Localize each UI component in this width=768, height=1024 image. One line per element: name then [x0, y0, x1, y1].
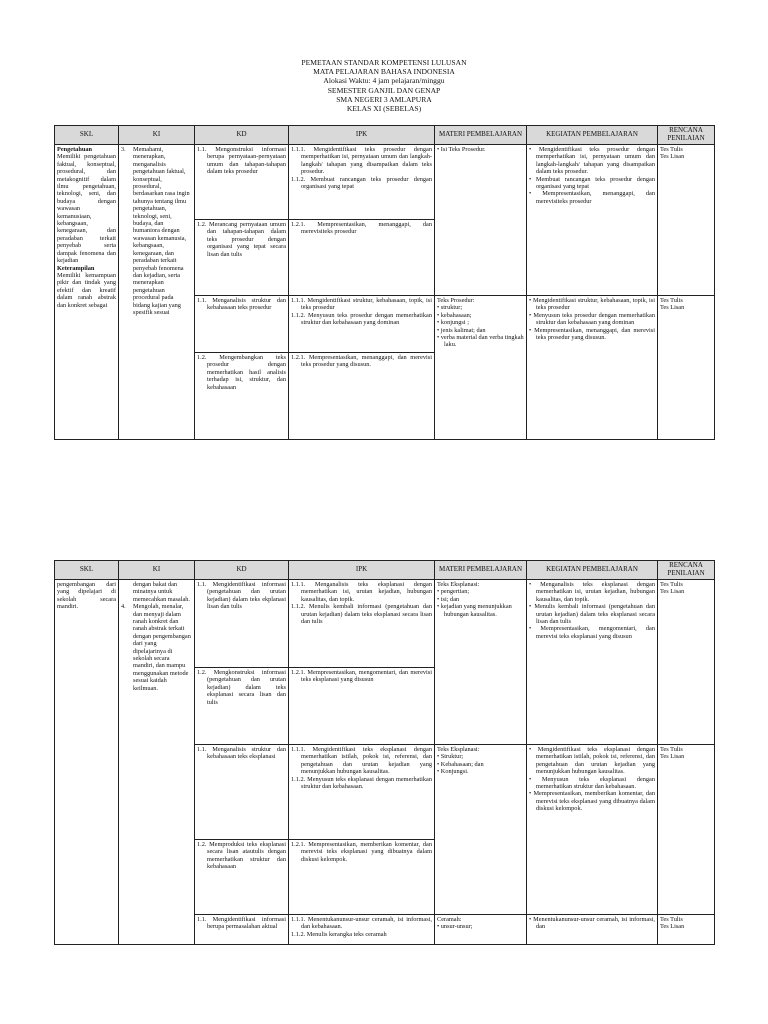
materi-item: • kebahasaan;: [437, 311, 472, 319]
kd-number: 1.1.: [197, 581, 207, 588]
ki-cell: [119, 145, 195, 440]
kd-cell: [195, 745, 289, 840]
rencana-cell: [658, 580, 715, 745]
rencana-item: Tes Tulis: [660, 581, 683, 588]
document-header: [0, 58, 768, 113]
kd-number: 1.2.: [197, 841, 207, 848]
skl-text-keterampilan: Memiliki kemampuan pikir dan tindak yang efektif dan kreatif dalam ranah abstrak dan konkret sebagai: [57, 271, 116, 309]
materi-item: • Konjungsi.: [437, 768, 469, 776]
kd-cell: [195, 353, 289, 440]
materi-item: • jenis kalimat; dan: [437, 326, 486, 334]
ipk-text: Mengidentifikasi struktur, kebahasaan, topik, isi teks prosedur: [301, 297, 432, 312]
materi-item: • konjungsi ;: [437, 319, 469, 327]
kegiatan-item: • Menulis kembali informasi (pengetahuan dan urutan kejadian) dalam teks eksplanasi secara lisan dan tulis: [529, 603, 655, 626]
col-skl: SKL: [55, 126, 119, 145]
kd-text: Menganalisis struktur dan kebahasaan teks eksplanasi: [207, 746, 286, 761]
kd-number: 1.1.: [197, 146, 207, 153]
rencana-cell: [658, 915, 715, 945]
col-kegiatan: KEGIATAN PEMBELAJARAN: [527, 561, 658, 580]
ipk-text: Membuat rancangan teks prosedur dengan organisasi yang tepat: [301, 175, 432, 191]
skl-text-pengetahuan: Memiliki pengetahuan faktual, konseptual, prosedural, dan metakognitif dalam ilmu pengetahuan, teknologi, seni, dan budaya dengan wawasan kemanusiaan, kebangsaan, kenegaraan, dan peradaban terkait penyebab serta dampak fenomena dan kejadian: [57, 153, 116, 265]
skl-heading-pengetahuan: Pengetahuan: [57, 146, 92, 153]
kd-number: 1.1.: [197, 746, 207, 753]
rencana-item: Tes Lisan: [660, 304, 685, 312]
ki-text: Mengolah, menalar, dan menyaji dalam ranah konkret dan ranah abstrak terkait dengan pengembangan dari yang dipelajarinya di sekolah secara mandiri, dan mampu menggunakan metode sesuai kaidah keilmuan.: [133, 603, 191, 692]
header-semester: SEMESTER GANJIL DAN GENAP: [327, 85, 441, 95]
kd-text: Mengidentifikasi informasi (pengetahuan dan urutan kejadian) dalam teks ekplanasi lisan dan tulis: [207, 581, 287, 611]
materi-item: • kejadian yang menunjukkan hubungan kausalitas.: [437, 603, 512, 618]
col-kd: KD: [195, 561, 289, 580]
kd-number: 1.2.: [197, 221, 207, 228]
rencana-item: Tes Lisan: [660, 753, 685, 761]
col-ipk: IPK: [289, 126, 435, 145]
kegiatan-item: • Mempresentasikan, menanggapi, dan merevisi teks prosedur yang disusun.: [529, 326, 656, 342]
ipk-cell: [289, 220, 435, 296]
ipk-number: 1.2.1.: [291, 354, 306, 361]
header-title: PEMETAAN STANDAR KOMPETENSI LULUSAN: [301, 58, 467, 67]
materi-item: • Kebahasaan; dan: [437, 760, 484, 768]
materi-item: • verba material dan verba tingkah laku.: [437, 334, 524, 349]
kd-number: 1.2.: [197, 669, 207, 676]
materi-cell: [435, 745, 527, 915]
kd-text: Mengidentifikasi informasi berupa permasalahan aktual: [207, 916, 287, 931]
kd-text: Merancang pernyataan umum dan tahapan-tahapan dalam teks prosedur dengan organisasi yang tepat secara lisan dan tulis: [207, 221, 287, 258]
col-materi: MATERI PEMBELAJARAN: [435, 126, 527, 145]
ipk-number: 1.1.1.: [291, 581, 306, 588]
kegiatan-cell: [527, 745, 658, 915]
kegiatan-item: • Menyusun teks prosedur dengan memerhatikan struktur dan kebahasaan yang dominan: [529, 311, 655, 327]
materi-heading: Teks Prosedur:: [437, 297, 475, 304]
skl-text: pengembangan dari yang dipelajari di sekolah secara mandiri.: [57, 581, 116, 611]
kegiatan-cell: [527, 915, 658, 945]
ipk-text: Mempresentasikan, menanggapi, dan merevisiteks prosedur: [301, 221, 433, 236]
mapping-table-2: [54, 560, 715, 945]
kd-number: 1.1.: [197, 916, 207, 923]
col-ki: KI: [119, 126, 195, 145]
table-header-row: [55, 561, 715, 580]
table-header-row: [55, 126, 715, 145]
materi-item: • pengertian;: [437, 588, 470, 596]
ipk-cell: [289, 353, 435, 440]
rencana-cell: [658, 296, 715, 440]
kegiatan-cell: [527, 145, 658, 296]
kegiatan-item: • Mengidentifikasi teks eksplanasi dengan memerhatikan istilah, pokok isi, referensi, dan pengetahuan dan urutan kejadian yang menunjukkan hubungan kausalitas.: [529, 746, 655, 776]
materi-heading: Teks Eksplanasi:: [437, 746, 480, 753]
kegiatan-item: • Mengidentifikasi teks prosedur dengan memperhatikan isi, pernyataan umum dan langkah-langkah/ tahapan yang disampaikan dalam teks prosedur.: [529, 146, 655, 176]
materi-item: • Struktur;: [437, 753, 464, 761]
kd-text: Mengkonstruksi informasi (pengetahuan dan urutan kejadian) dalam teks eksplanasi secara lisan dan tulis: [207, 669, 287, 706]
kegiatan-item: • Mempresentasikan, mengomentari, dan merevisi teks eksplanasi yang disusun: [529, 625, 656, 640]
ipk-text: Menulis kerangka teks ceramah: [306, 930, 387, 938]
materi-heading: Teks Eksplanasi:: [437, 581, 480, 588]
ipk-cell: [289, 580, 435, 668]
col-rencana: RENCANA PENILAIAN: [658, 561, 715, 580]
ipk-text: Mengidentifikasi teks eksplanasi dengan memerhatikan istilah, pokok isi, referensi, dan pengetahuan dan urutan kejadian yang menunjukkan hubungan kausalitas.: [301, 746, 432, 776]
table-row: [55, 580, 715, 668]
ipk-number: 1.1.2.: [291, 311, 306, 319]
kd-cell: [195, 668, 289, 745]
kd-number: 1.1.: [197, 297, 207, 304]
kegiatan-item: • Mempresentasikan, menanggapi, dan merevisiteks prosedur: [529, 190, 655, 205]
col-ipk: IPK: [289, 561, 435, 580]
ipk-cell: [289, 745, 435, 840]
kd-cell: [195, 296, 289, 353]
kegiatan-cell: [527, 296, 658, 440]
ipk-cell: [289, 668, 435, 745]
rencana-item: Tes Tulis: [660, 916, 683, 923]
ipk-text: Menganalisis teks eksplanasi dengan memerhatikan isi, urutan kejadian, hubungan kausalitas, dan topik.: [301, 581, 432, 603]
rencana-item: Tes Tulis: [660, 146, 683, 153]
col-kd: KD: [195, 126, 289, 145]
ipk-text: Menentukanunsur-unsur ceramah, isi informasi, dan kebahasaan.: [301, 916, 432, 931]
materi-item: • struktur;: [437, 304, 463, 312]
kd-cell: [195, 915, 289, 945]
header-class: KELAS XI (SEBELAS): [346, 104, 422, 114]
materi-cell: [435, 296, 527, 440]
header-school: SMA NEGERI 3 AMLAPURA: [336, 94, 432, 104]
ki-text: Memahami, menerapkan, menganalisis pengetahuan faktual, konseptual, prosedural, berdasarkan rasa ingin tahunya tentang ilmu pengetahuan, teknologi, seni, budaya, dan humaniora dengan wawasan kemanusia, kebangsaan, kenegaraan, dan peradaban terkait penyebab fenomena dan kejadian, serta menerapkan pengetahuan procedural pada bidang kajian yang spesifik sesuai: [133, 146, 190, 316]
rencana-item: Tes Tulis: [660, 297, 683, 304]
skl-cell: [55, 145, 119, 440]
col-skl: SKL: [55, 561, 119, 580]
materi-heading: Ceramah:: [437, 916, 462, 923]
ipk-number: 1.1.1.: [291, 746, 306, 753]
kd-text: Memproduksi teks eksplanasi secara lisan atautulis dengan memerhatikan struktur dan kebahasaan: [207, 841, 287, 871]
materi-cell: [435, 145, 527, 296]
materi-item: • isi; dan: [437, 595, 460, 603]
kd-text: Menganalisis struktur dan kebahasaan teks prosedur: [207, 297, 286, 312]
ipk-number: 1.1.1.: [291, 916, 306, 923]
ipk-number: 1.2.1.: [291, 669, 306, 676]
materi-cell: [435, 580, 527, 745]
ipk-text: Menyusun teks prosedur dengan memerhatikan struktur dan kebahasaan yang dominan: [301, 311, 433, 327]
ipk-number: 1.1.2.: [291, 603, 306, 611]
kd-number: 1.2.: [197, 354, 207, 361]
header-time: Alokasi Waktu: 4 jam pelajaran/minggu: [323, 76, 445, 86]
kd-text: Mengonstruksi informasi berupa pernyataan-pernyataan umum dan tahapan-tahapan dalam teks prosedur: [207, 146, 286, 176]
ipk-cell: [289, 145, 435, 220]
ipk-number: 1.1.2.: [291, 775, 306, 783]
col-ki: KI: [119, 561, 195, 580]
ki-text: dengan bakat dan minatnya untuk memecahkan masalah.: [133, 581, 190, 603]
ipk-number: 1.2.1.: [291, 221, 306, 228]
ki-number: 3.: [121, 146, 126, 153]
materi-item: • Isi Teks Prosedur.: [437, 146, 486, 153]
ipk-number: 1.1.2.: [291, 930, 306, 938]
mapping-table-1: [54, 125, 715, 440]
ki-cell: [119, 580, 195, 945]
kegiatan-item: • Menentukanunsur-unsur ceramah, isi informasi, dan: [529, 916, 655, 931]
ipk-number: 1.1.1.: [291, 297, 306, 304]
ipk-text: Mempresentasikan, mengomentari, dan merevisi teks eksplanasi yang disusun: [301, 669, 433, 684]
kegiatan-item: • Menyusun teks eksplanasi dengan memerhatikan struktur dan kebahasaan.: [529, 775, 655, 791]
col-rencana: RENCANA PENILAIAN: [658, 126, 715, 145]
rencana-item: Tes Tulis: [660, 746, 683, 753]
kd-cell: [195, 840, 289, 915]
rencana-cell: [658, 745, 715, 915]
ipk-cell: [289, 840, 435, 915]
table-row: [55, 145, 715, 220]
kegiatan-item: • Menganalisis teks eksplanasi dengan memerhatikan isi, urutan kejadian, hubungan kausalitas, dan topik.: [529, 581, 656, 603]
materi-cell: [435, 915, 527, 945]
kegiatan-item: • Mempresentasikan, memberikan komentar, dan merevisi teks eksplanasi yang dibuatnya dalam diskusi kelompok.: [529, 790, 655, 813]
ipk-text: Mempresentasikan, memberikan komentar, dan merevisi teks eksplanasi yang dibuatnya dalam diskusi kelompok.: [301, 841, 433, 863]
ipk-text: Mempresentasikan, menanggapi, dan merevisi teks prosedur yang disusun.: [301, 354, 432, 369]
col-materi: MATERI PEMBELAJARAN: [435, 561, 527, 580]
kd-cell: [195, 145, 289, 220]
ipk-cell: [289, 296, 435, 353]
materi-item: • unsur-unsur;: [437, 923, 473, 931]
rencana-item: Tes Lisan: [660, 588, 685, 596]
kd-cell: [195, 220, 289, 296]
ipk-number: 1.2.1.: [291, 841, 306, 848]
skl-cell: [55, 580, 119, 945]
ipk-text: Menyusun teks eksplanasi dengan memerhatikan struktur dan kebahasaan.: [301, 775, 432, 791]
kd-cell: [195, 580, 289, 668]
ipk-text: Mengidentifikasi teks prosedur dengan memperhatikan isi, pernyataan umum dan langkah-langkah/ tahapan yang disampaikan dalam teks prosedur.: [301, 146, 432, 176]
ki-number: 4.: [121, 603, 126, 611]
ipk-cell: [289, 915, 435, 945]
rencana-cell: [658, 145, 715, 296]
kegiatan-item: • Mengidentifikasi struktur, kebahasaan, topik, isi teks prosedur: [529, 297, 655, 312]
header-subject: MATA PELAJARAN BAHASA INDONESIA: [313, 67, 455, 77]
rencana-item: Tes Lisan: [660, 153, 685, 161]
skl-heading-keterampilan: Keterampilan: [57, 264, 95, 272]
kegiatan-item: • Membuat rancangan teks prosedur dengan organisasi yang tepat: [529, 175, 655, 191]
ipk-number: 1.1.1.: [291, 146, 306, 153]
ipk-number: 1.1.2.: [291, 175, 306, 183]
kd-text: Mengembangkan teks prosedur dengan memerhatikan hasil analisis terhadap isi, struktur, dan kebahasaan: [207, 354, 286, 391]
rencana-item: Tes Lisan: [660, 923, 685, 931]
kegiatan-cell: [527, 580, 658, 745]
col-kegiatan: KEGIATAN PEMBELAJARAN: [527, 126, 658, 145]
ipk-text: Menulis kembali informasi (pengetahuan dan urutan kejadian) dalam teks eksplanasi secara lisan dan tulis: [301, 603, 432, 626]
